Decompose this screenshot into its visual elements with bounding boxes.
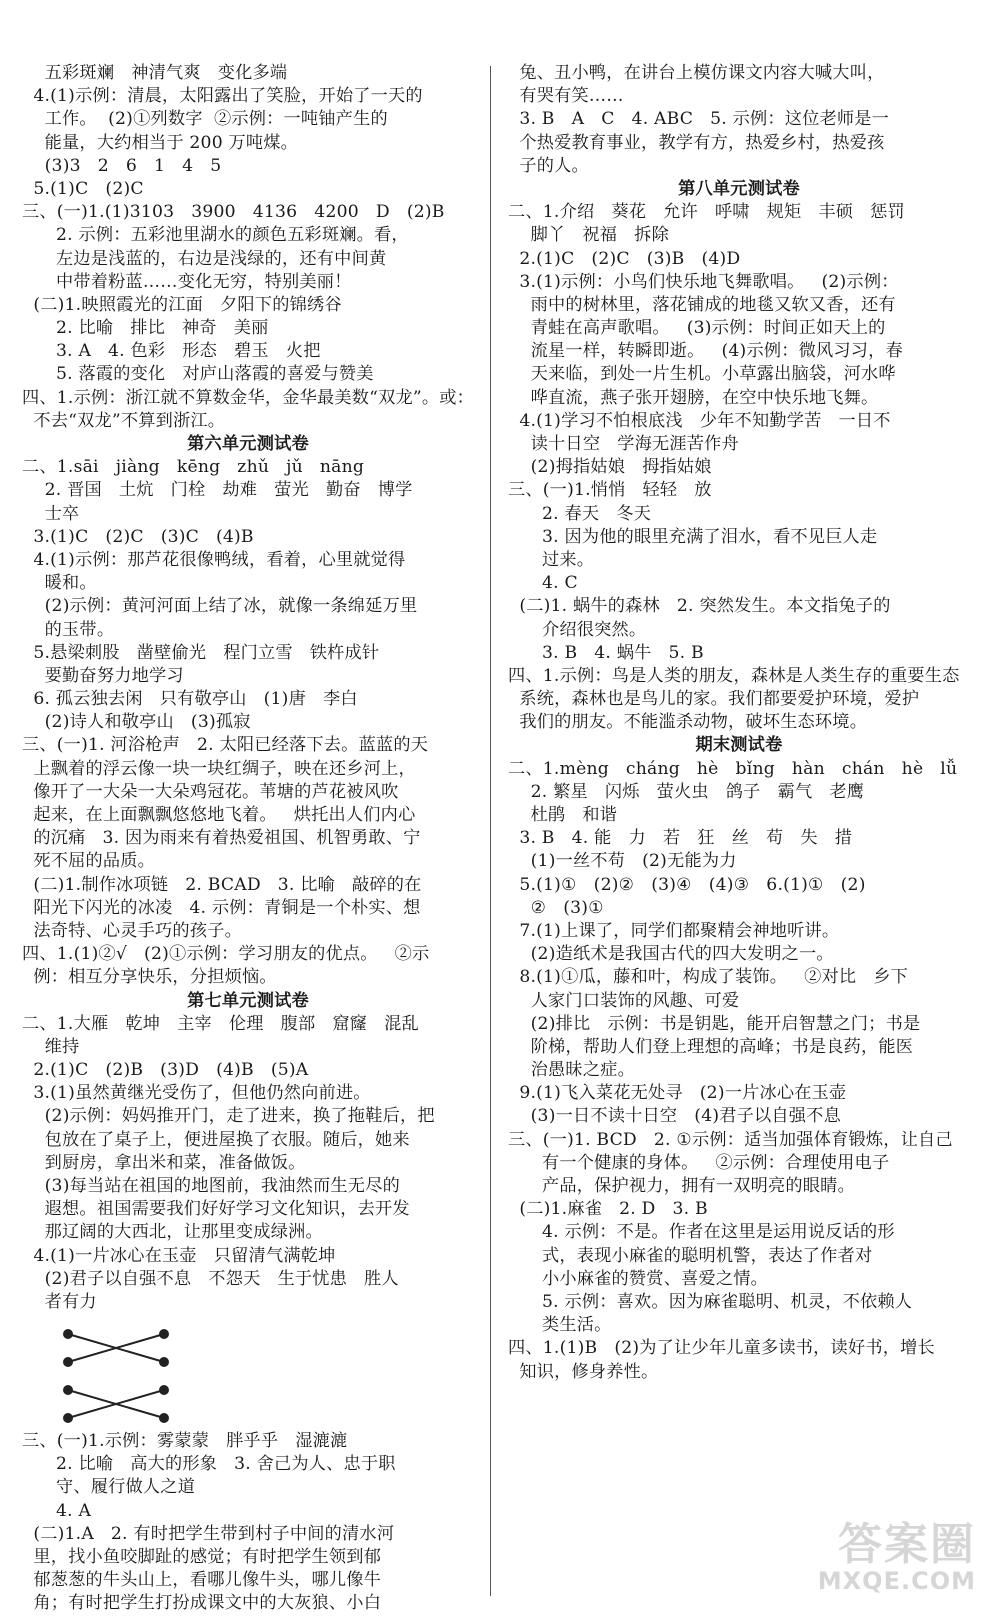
answer-line: 四、1.示例：浙江就不算数金华，金华最美数“双龙”。或： [22, 387, 474, 408]
answer-line: 3. 因为他的眼里充满了泪水，看不见巨人走 [508, 526, 878, 547]
answer-line: 小小麻雀的赞赏、喜爱之情。 [508, 1268, 769, 1289]
answer-line: 产品，保护视力，拥有一双明亮的眼睛。 [508, 1176, 855, 1196]
answer-line: 者有力 [22, 1291, 97, 1312]
answer-line: 到厨房，拿出米和菜，准备做饭。 [22, 1152, 306, 1173]
answer-line: 5. 示例：喜欢。因为麻雀聪明、机灵，不依赖人 [508, 1291, 913, 1312]
answer-line: 二、1.sāi jiàng kēng zhǔ jǔ nāng [22, 457, 365, 478]
answer-line: 死不屈的品质。 [22, 851, 156, 872]
answer-line: (二)1.麻雀 2. D 3. B [508, 1199, 708, 1220]
answer-line: 阶梯，帮助人们登上理想的高峰；书是良药，能医 [508, 1036, 914, 1057]
answer-line: 像开了一大朵一大朵鸡冠花。苇塘的芦花被风吹 [22, 781, 399, 802]
answer-line: 有一个健康的身体。 ②示例：合理使用电子 [508, 1152, 890, 1173]
answer-line: (2)示例：妈妈推开门，走了进来，换了拖鞋后，把 [22, 1106, 435, 1127]
section-title: 第七单元测试卷 [187, 990, 309, 1011]
answer-line: 式，表现小麻雀的聪明机警，表达了作者对 [508, 1245, 873, 1266]
answer-line: 三、(一)1.(1)3103 3900 4136 4200 D (2)B [22, 202, 445, 223]
answer-line: 2. 比喻 高大的形象 3. 舍己为人、忠于职 [22, 1454, 396, 1475]
answer-line: (2)排比 示例：书是钥匙，能开启智慧之门；书是 [508, 1013, 921, 1034]
answer-line: 读十日空 学海无涯苦作舟 [508, 434, 739, 454]
answer-line: 3. A 4. 色彩 形态 碧玉 火把 [22, 341, 321, 362]
answer-line: 人家门口装饰的风趣、可爱 [508, 990, 740, 1011]
answer-line: 3.(1)C (2)C (3)C (4)B [22, 526, 254, 547]
answer-line: (1)一丝不苟 (2)无能为力 [508, 851, 737, 872]
column-divider [490, 66, 491, 1596]
answer-line: 3.(1)虽然黄继光受伤了，但他仍然向前进。 [22, 1083, 371, 1104]
answer-line: 个热爱教育事业，教学有方，热爱乡村，热爱孩 [508, 132, 885, 153]
watermark-en: MXQE.COM [817, 1567, 976, 1595]
answer-line: 类生活。 [508, 1315, 612, 1336]
right-column [508, 62, 970, 1384]
answer-line: 四、1.(1)②√ (2)①示例：学习朋友的优点。 ②示 [22, 944, 430, 965]
answer-line: 遐想。祖国需要我们好好学习文化知识，去开发 [22, 1199, 410, 1220]
answer-line: 维持 [22, 1036, 80, 1057]
answer-line: 青蛙在高声歌唱。 (3)示例：时间正如天上的 [508, 318, 886, 339]
answer-line: 能量，大约相当于 200 万吨煤。 [22, 132, 299, 153]
answer-line: (二)1.映照霞光的江面 夕阳下的锦绣谷 [22, 294, 342, 315]
answer-line: 三、(一)1.悄悄 轻轻 放 [508, 480, 712, 501]
answer-line: 9.(1)飞入菜花无处寻 (2)一片冰心在玉壶 [508, 1083, 847, 1104]
answer-line: 二、1.介绍 葵花 允许 呼啸 规矩 丰硕 惩罚 [508, 202, 905, 223]
answer-line: 角；有时把学生打扮成课文中的大灰狼、小白 [22, 1593, 382, 1614]
section-title: 第八单元测试卷 [678, 178, 800, 199]
answer-line: 2. 春天 冬天 [508, 503, 651, 524]
answer-line: 四、1.示例：鸟是人类的朋友，森林是人类生存的重要生态 [508, 665, 960, 686]
answer-line: (二)1.制作冰项链 2. BCAD 3. 比喻 敲碎的在 [22, 874, 422, 895]
answer-line: 中带着粉蓝……变化无穷，特别美丽！ [22, 271, 352, 292]
answer-line: (2)拇指姑娘 拇指姑娘 [508, 457, 712, 478]
answer-line: 流星一样，转瞬即逝。 (4)示例：微风习习，春 [508, 341, 903, 362]
answer-line: 脚丫 祝福 拆除 [508, 225, 669, 246]
answer-line: 上飘着的浮云像一块一块红绸子，映在还乡河上， [22, 758, 416, 779]
answer-line: 5.(1)① (2)② (3)④ (4)③ 6.(1)① (2) [508, 874, 866, 895]
answer-line: 3.(1)示例：小鸟们快乐地飞舞歌唱。 (2)示例： [508, 271, 899, 292]
answer-line: (二)1.A 2. 有时把学生带到村子中间的清水河 [22, 1523, 395, 1544]
answer-line: 起来，在上面飘飘悠悠地飞着。 烘托出人们内心 [22, 805, 416, 825]
answer-line: 郁葱葱的牛头山上，看哪儿像牛头，哪儿像牛 [22, 1570, 382, 1591]
answer-line: 4. 示例：不是。作者在这里是运用说反话的形 [508, 1222, 895, 1243]
answer-line: 治愚昧之症。 [508, 1060, 635, 1081]
section-title: 期末测试卷 [695, 735, 783, 756]
answer-line: 3. B 4. 能 力 若 狂 丝 苟 失 措 [508, 828, 853, 849]
answer-line: 里，找小鱼咬脚趾的感觉；有时把学生领到郁 [22, 1547, 382, 1567]
answer-line: 4. A [22, 1500, 92, 1521]
answer-line: 例：相互分享快乐，分担烦恼。 [22, 967, 277, 988]
watermark-cn: 答案圈 [838, 1519, 976, 1570]
answer-line: 知识，修身养性。 [508, 1361, 659, 1382]
answer-line: 暖和。 [22, 573, 97, 594]
answer-line: (2)造纸术是我国古代的四大发明之一。 [508, 944, 834, 965]
answer-line: 4.(1)学习不怕根底浅 少年不知勤学苦 一日不 [508, 410, 891, 431]
answer-line: 6. 孤云独去闲 只有敬亭山 (1)唐 李白 [22, 689, 358, 710]
answer-line: 四、1.(1)B (2)为了让少年儿童多读书，读好书，增长 [508, 1338, 935, 1359]
answer-line: 2. 繁星 闪烁 萤火虫 鸽子 霸气 老鹰 [508, 781, 865, 802]
answer-line: 2. 比喻 排比 神奇 美丽 [22, 318, 269, 339]
answer-line: 5. 落霞的变化 对庐山落霞的喜爱与赞美 [22, 364, 374, 385]
answer-line: 4.(1)一片冰心在玉壶 只留清气满乾坤 [22, 1245, 336, 1266]
answer-line: 4. C [508, 573, 578, 594]
answer-line: 那辽阔的大西北，让那里变成绿洲。 [22, 1222, 323, 1243]
answer-line: (3)3 2 6 1 4 5 [22, 155, 222, 176]
answer-line: 子的人。 [508, 155, 589, 176]
answer-line: 法奇特、心灵手巧的孩子。 [22, 920, 242, 941]
matching-lines-diagram [60, 1328, 180, 1424]
answer-line: 雨中的树林里，落花铺成的地毯又软又香，还有 [508, 294, 896, 315]
answer-line: (2)诗人和敬亭山 (3)孤寂 [22, 712, 251, 733]
answer-line: 兔、丑小鸭，在讲台上模仿课文内容大喊大叫， [508, 63, 885, 83]
answer-line: 的沉痛 3. 因为雨来有着热爱祖国、机智勇敢、宁 [22, 828, 421, 849]
answer-line: 二、1.mèng cháng hè bǐng hàn chán hè lǚ [508, 758, 958, 779]
answer-line: 三、(一)1. 河浴枪声 2. 太阳已经落下去。蓝蓝的天 [22, 735, 429, 756]
answer-line: 的玉带。 [22, 619, 115, 640]
watermark [817, 1519, 976, 1595]
answer-line: (3)每当站在祖国的地图前，我油然而生无尽的 [22, 1176, 400, 1196]
answer-line: 3. B 4. 蜗牛 5. B [508, 642, 704, 663]
answer-line: 杜鹃 和谐 [508, 805, 618, 825]
answer-line: 工作。 (2)①列数字 ②示例：一吨铀产生的 [22, 109, 388, 130]
answer-line: 4.(1)示例：那芦花很像鸭绒，看着，心里就觉得 [22, 549, 406, 570]
answer-line: 三、(一)1.示例：雾蒙蒙 胖乎乎 湿漉漉 [22, 1431, 348, 1452]
answer-line: 我们的朋友。不能滥杀动物，破坏生态环境。 [508, 712, 868, 733]
answer-line: 系统，森林也是鸟儿的家。我们都要爱护环境，爱护 [508, 689, 920, 710]
answer-line: 哗直流，燕子张开翅膀，在空中快乐地飞舞。 [508, 387, 879, 408]
answer-line: (二)1. 蜗牛的森林 2. 突然发生。本文指兔子的 [508, 596, 891, 617]
answer-line: 有哭有笑…… [508, 86, 624, 107]
answer-line: (3)一日不读十日空 (4)君子以自强不息 [508, 1106, 841, 1127]
answer-line: 阳光下闪光的冰凌 4. 示例：青铜是一个朴实、想 [22, 897, 421, 918]
answer-line: 介绍很突然。 [508, 619, 647, 640]
answer-line: ② (3)① [508, 897, 604, 918]
answer-line: 2.(1)C (2)C (3)B (4)D [508, 248, 741, 269]
answer-line: 守、履行做人之道 [22, 1477, 196, 1498]
answer-line: 5.悬梁刺股 凿壁偷光 程门立雪 铁杵成针 [22, 642, 380, 663]
answer-line: 三、(一)1. BCD 2. ①示例：适当加强体育锻炼，让自己 [508, 1129, 953, 1150]
answer-line: 2. 晋国 土炕 门栓 劫难 萤光 勤奋 博学 [22, 480, 413, 501]
answer-line: 天来临，到处一片生机。小草露出脑袋，河水哗 [508, 364, 896, 385]
answer-line: 2.(1)C (2)B (3)D (4)B (5)A [22, 1060, 309, 1081]
answer-line: (2)君子以自强不息 不怨天 生于忧患 胜人 [22, 1268, 399, 1289]
answer-line: 2. 示例：五彩池里湖水的颜色五彩斑斓。看， [22, 225, 409, 246]
answer-line: 5.(1)C (2)C [22, 178, 144, 199]
answer-line: 4.(1)示例：清晨，太阳露出了笑脸，开始了一天的 [22, 86, 423, 107]
answer-line: 二、1.大雁 乾坤 主宰 伦理 腹部 窟窿 混乱 [22, 1013, 419, 1034]
answer-line: 要勤奋努力地学习 [22, 665, 184, 686]
answer-line: 包放在了桌子上，便进屋换了衣服。随后，她来 [22, 1129, 410, 1150]
answer-line: 左边是浅蓝的，右边是浅绿的，还有中间黄 [22, 248, 387, 269]
answer-line: 不去“双龙”不算到浙江。 [22, 410, 226, 431]
answer-line: 3. B A C 4. ABC 5. 示例：这位老师是一 [508, 109, 890, 130]
answer-line: 8.(1)①瓜，藤和叶，构成了装饰。 ②对比 乡下 [508, 967, 909, 988]
answer-line: 过来。 [508, 549, 595, 570]
section-title: 第六单元测试卷 [187, 434, 309, 454]
answer-line: 士卒 [22, 503, 80, 524]
answer-line: 五彩斑斓 神清气爽 变化多端 [22, 63, 288, 83]
answer-line: 7.(1)上课了，同学们都聚精会神地听讲。 [508, 920, 840, 941]
answer-line: (2)示例：黄河河面上结了冰，就像一条绵延万里 [22, 596, 418, 617]
